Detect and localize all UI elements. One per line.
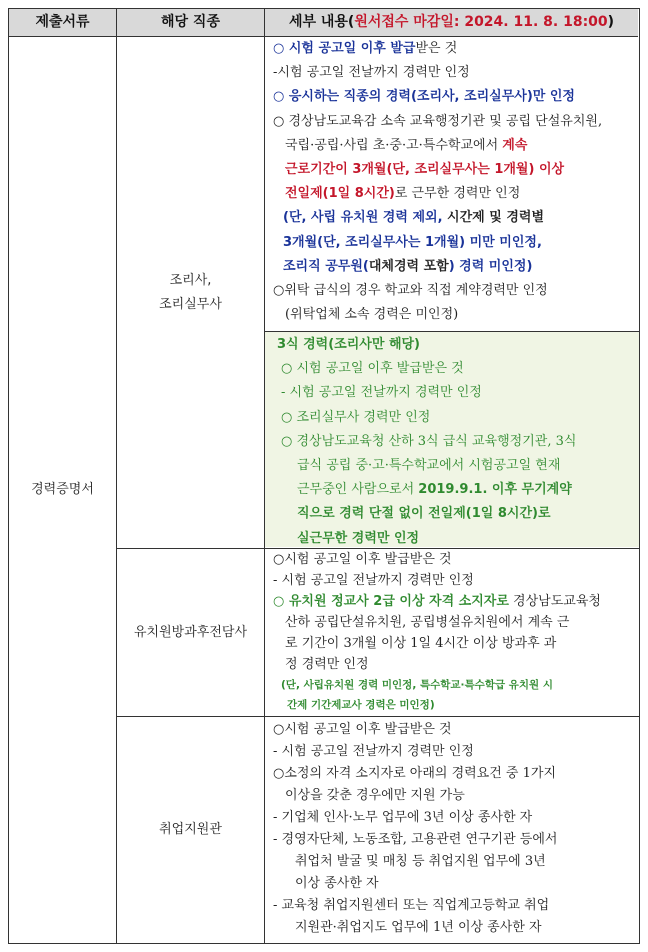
requirements-table (8, 8, 640, 944)
job-kinder-cell: 유치원방과후전담사 (133, 624, 248, 640)
cook-details: ○ 시험 공고일 이후 발급받은 것 -시험 공고일 전날까지 경력만 인정 ○ 응시하는 직종의 경력(조리사, 조리실무사)만 인정 ○ 경상남도교육감 소속 교육행정기관 및 공립 단설유치원, 국립·공립·사립 초·중·고·특수학교에서 계속 근로기간이 3개월(단, 조리실무사는 1개월) 이상 전일제(1일 8시간)로 근무한 경력만 인정 (단, 사립 유치원 경력 제외, 시간제 및 경력별 3개월(단, 조리실무사는 1개월) 미만 미인정, 조리직 공무원(대체경력 포함) 경력 미인정) ○위탁 급식의 경우 학교와 직접 계약경력만 인정 (위탁업체 소속 경력은 미인정) (273, 41, 603, 323)
header-doc-col: 제출서류 (35, 14, 90, 30)
doc-type-cell: 경력증명서 (31, 482, 94, 497)
table-header (9, 9, 638, 37)
kinder-details: ○시험 공고일 이후 발급받은 것 - 시험 공고일 전날까지 경력만 인정 ○ 유치원 정교사 2급 이상 자격 소지자로 경상남도교육청 산하 공립단설유치원, 공립병설유치원에서 계속 근 로 기간이 3개월 이상 1일 4시간 이상 방과후 과 정 경력만 인정 (단, 사립유치원 경력 미인정, 특수학교·특수학급 유치원 시 간제 기간제교사 경력은 미인정) (273, 552, 601, 711)
deadline-text: 원서접수 마감일: 2024. 11. 8. 18:00 (354, 14, 608, 30)
job-cook-cell: 조리사, 조리실무사 (159, 272, 222, 312)
three-meal-details: 3식 경력(조리사만 해당) ○ 시험 공고일 이후 발급받은 것 - 시험 공고일 전날까지 경력만 인정 ○ 조리실무사 경력만 인정 ○ 경상남도교육청 산하 3식 급식 교육행정기관, 3식 급식 공립 중·고·특수학교에서 시험공고일 현재 근무중인 사람으로서 2019.9.1. 이후 무기계약 직으로 경력 단절 없이 전일제(1일 8시간)로 실근무한 경력만 인정 (277, 337, 577, 546)
header-detail-col: 세부 내용(원서접수 마감일: 2024. 11. 8. 18:00) (288, 14, 615, 30)
job-employ-cell: 취업지원관 (159, 822, 222, 837)
header-job-col: 해당 직종 (161, 14, 220, 30)
employ-details: ○시험 공고일 이후 발급받은 것 - 시험 공고일 전날까지 경력만 인정 ○소정의 자격 소지자로 아래의 경력요건 중 1가지 이상을 갖춘 경우에만 지원 가능 - 기업체 인사·노무 업무에 3년 이상 종사한 자 - 경영자단체, 노동조합, 고용관련 연구기관 등에서 취업처 발굴 및 매칭 등 취업지원 업무에 3년 이상 종사한 자 - 교육청 취업지원센터 또는 직업계고등학교 취업 지원관·취업지도 업무에 1년 이상 종사한 자 (273, 722, 558, 935)
